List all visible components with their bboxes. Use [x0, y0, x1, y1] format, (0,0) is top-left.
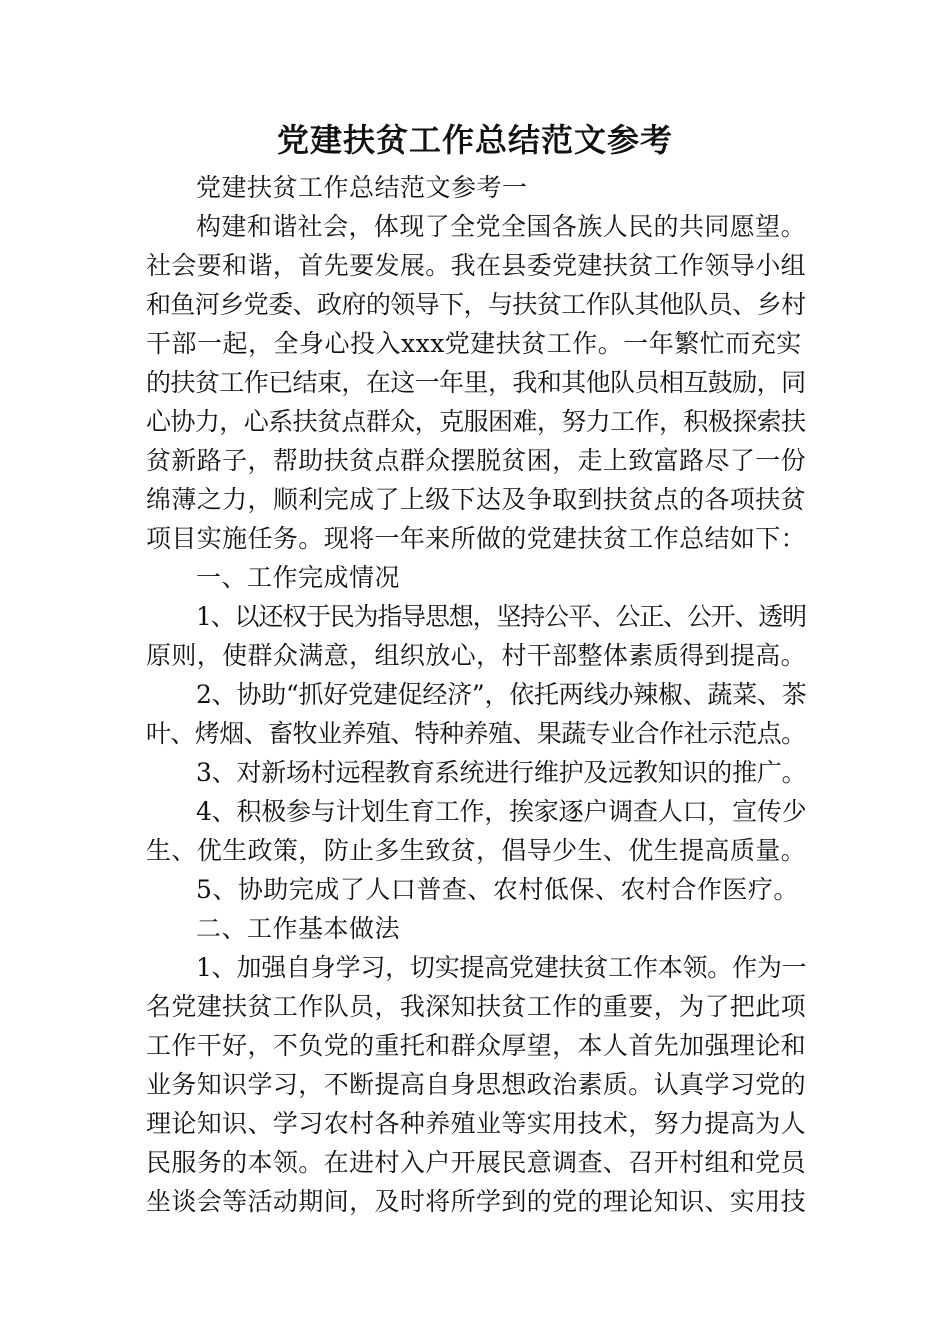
text-line: 2、协助“抓好党建促经济”，依托两线办辣椒、蔬菜、茶 [196, 680, 806, 709]
text-line: 社会要和谐，首先要发展。我在县委党建扶贫工作领导小组 [146, 251, 806, 280]
text-line: 5、协助完成了人口普查、农村低保、农村合作医疗。 [196, 875, 799, 904]
text-line: 和鱼河乡党委、政府的领导下，与扶贫工作队其他队员、乡村 [146, 290, 806, 319]
text-line: 的扶贫工作已结束，在这一年里，我和其他队员相互鼓励，同 [146, 368, 806, 397]
text-line: 坐谈会等活动期间，及时将所学到的党的理论知识、实用技 [146, 1187, 806, 1216]
text-line: 原则，使群众满意，组织放心，村干部整体素质得到提高。 [146, 641, 806, 670]
document-body [146, 168, 806, 1221]
text-line: 项目实施任务。现将一年来所做的党建扶贫工作总结如下： [146, 524, 806, 553]
text-line: 1、以还权于民为指导思想，坚持公平、公正、公开、透明 [196, 602, 806, 631]
text-line: 二、工作基本做法 [196, 914, 401, 943]
text-line: 干部一起，全身心投入xxx党建扶贫工作。一年繁忙而充实 [146, 329, 802, 358]
text-line: 党建扶贫工作总结范文参考一 [196, 173, 528, 202]
text-line: 3、对新场村远程教育系统进行维护及远教知识的推广。 [196, 758, 806, 787]
text-line: 4、积极参与计划生育工作，挨家逐户调查人口，宣传少 [196, 797, 806, 826]
text-line: 心协力，心系扶贫点群众，克服困难，努力工作，积极探索扶 [146, 407, 806, 436]
text-line: 绵薄之力，顺利完成了上级下达及争取到扶贫点的各项扶贫 [146, 485, 806, 514]
text-line: 一、工作完成情况 [196, 563, 401, 592]
text-line: 工作干好，不负党的重托和群众厚望，本人首先加强理论和 [146, 1031, 806, 1060]
document-title: 党建扶贫工作总结范文参考 [276, 121, 673, 159]
text-line: 1、加强自身学习，切实提高党建扶贫工作本领。作为一 [196, 953, 806, 982]
text-line: 名党建扶贫工作队员，我深知扶贫工作的重要，为了把此项 [146, 992, 806, 1021]
text-line: 叶、烤烟、畜牧业养殖、特种养殖、果蔬专业合作社示范点。 [146, 719, 806, 748]
text-line: 理论知识、学习农村各种养殖业等实用技术，努力提高为人 [146, 1109, 806, 1138]
text-line: 生、优生政策，防止多生致贫，倡导少生、优生提高质量。 [146, 836, 806, 865]
text-line: 构建和谐社会，体现了全党全国各族人民的共同愿望。 [196, 212, 806, 241]
text-line: 业务知识学习，不断提高自身思想政治素质。认真学习党的 [146, 1070, 806, 1099]
text-line: 贫新路子，帮助扶贫点群众摆脱贫困，走上致富路尽了一份 [146, 446, 806, 475]
text-line: 民服务的本领。在进村入户开展民意调查、召开村组和党员 [146, 1148, 806, 1177]
